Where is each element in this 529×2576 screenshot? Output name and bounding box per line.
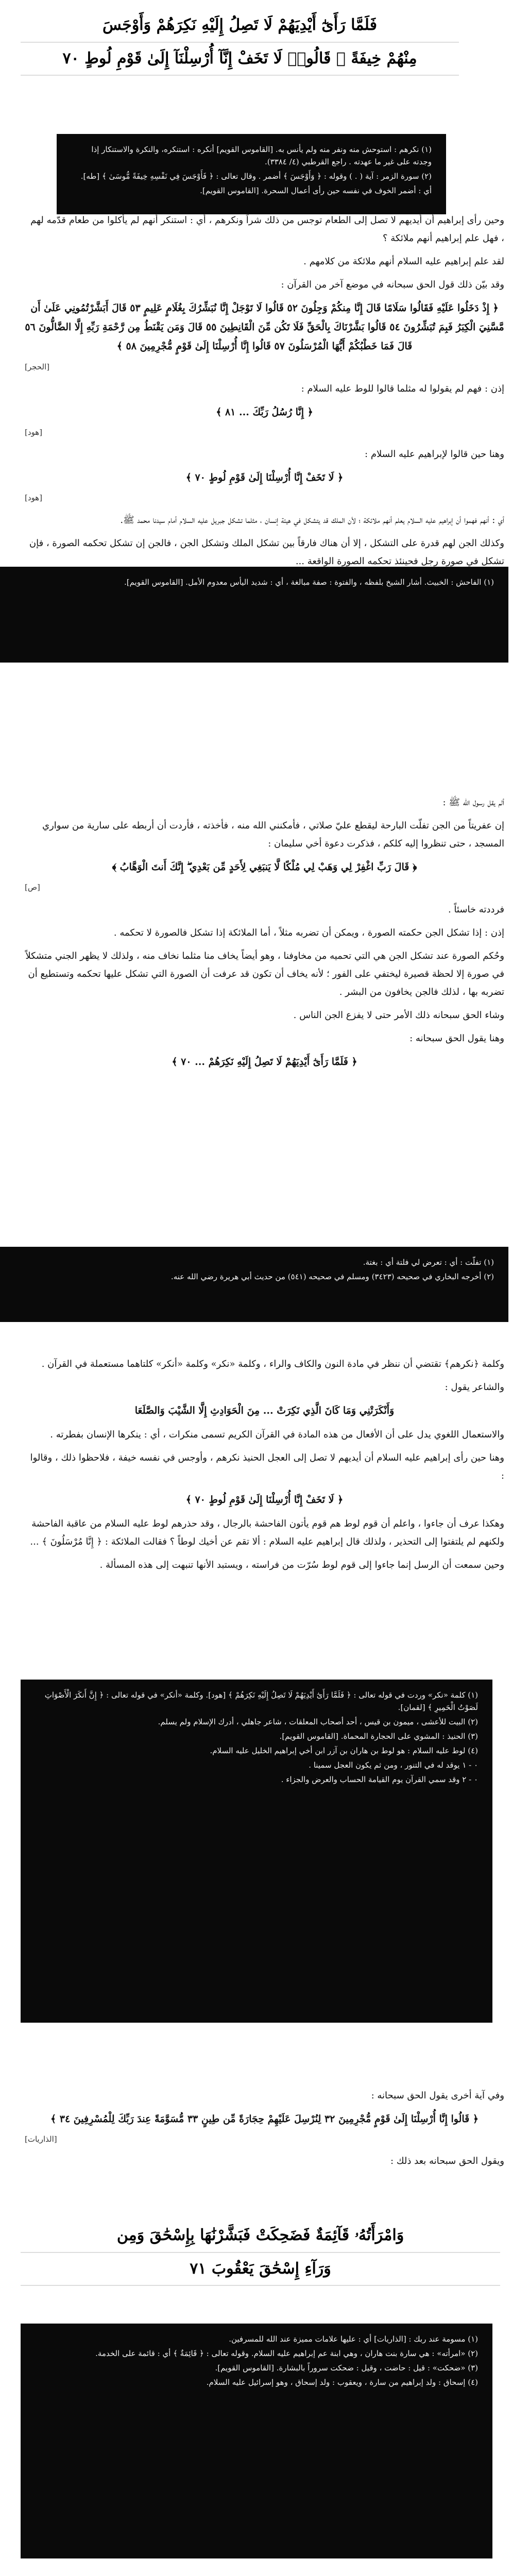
page-body [0,788,529,1082]
surah-ref: [هود] [25,493,43,503]
page-body [0,206,529,581]
paragraph: وحُكم الصورة عند تشكل الجن هي التي تحميه من مخاوفنا ، وهو أيضاً يخاف منا مثلما نخاف منه ، ولذلك لا يظهر الجني متشكلاً في صورة إلا لحظة قصيرة ليختفي على الفور ؛ لأنه يخاف أن تكون قد عرفت أن الصورة التي تشكل عليها تحكمه وتستطيع أن تضربه بها ، لذلك فالجن يخافون من البشر . [25,950,504,997]
paragraph: أي : أنهم فهموا أن إبراهيم عليه السلام يعلم أنهم ملائكة ؛ لأن الملك قد يتشكل في هيئة إنسان ، مثلما تشكل جبريل عليه السلام أمام سيدنا محمد ﷺ. [120,514,504,526]
footnote: (٣) «ضحكت» : قيل : حاضت ، وقيل : ضحكت سروراً بالبشارة. [القاموس القويم]. [215,2363,478,2372]
surah-ref: [هود] [25,427,43,437]
paragraph: وكلمة ﴿نكرهم﴾ تقتضي أن ننظر في مادة النون والكاف والراء ، وكلمة «نكر» وكلمة «أنكر» كلتاهما مستعملة في القرآن . [41,1359,504,1369]
paragraph: وفي آية أخرى يقول الحق سبحانه : [371,2090,504,2101]
page-2 [0,788,504,1303]
footnote-box [21,2324,492,2558]
footnote: ٠ - ١ يوقد له في التنور ، ومن ثم يكون العجل سمينا . [309,1760,478,1770]
paragraph: إذن : فهم لم يقولوا له مثلما قالوا للوط عليه السلام : [301,383,504,394]
footnote: (٢) أخرجه البخاري في صحيحه (٣٤٢٣) ومسلم في صحيحه (٥٤١) من حديث أبي هريرة رضي الله عنه. [170,1272,494,1281]
quran-quote: ﴿ لَا تَخَفْ إِنَّا أُرْسِلْنَا إِلَىٰ قَوْمِ لُوطٍ ٧٠ ﴾ [185,472,344,484]
footnote: (٢) «امرأته» : هي سارة بنت هاران ، وهي ابنة عم إبراهيم عليه السلام. وقوله تعالى : ﴿ قَائِمَةٌ ﴾ أي : قائمة على الخدمة. [95,2349,478,2358]
surah-ref: [الذاريات] [25,2134,57,2144]
footnote: (١) تفلّت : أي : تعرض لي فلتة أي : بغتة. [363,1258,494,1267]
paragraph: وحين سمعت أن الرسل إنما جاءوا إلى قوم لوط سُرّت من فراسته ، ويستبد الأنها تنبهت إلى هذه المسألة . [99,1559,504,1570]
paragraph: والشاعر يقول : [445,1382,504,1393]
ayah-line: مِنْهُمْ خِيفَةً ۚ قَالُوا۟ لَا تَخَفْ إِنَّآ أُرْسِلْنَآ إِلَىٰ قَوْمِ لُوطٍ ٧٠ [21,43,459,76]
ayah-line: وَرَآءِ إِسْحَٰقَ يَعْقُوبَ ٧١ [21,2253,500,2286]
surah-ref: [ص] [25,883,40,892]
footnote: (٢) سورة الزمر : آية ( . ) وقوله : ﴿ وَأَوْجَسَ ﴾ أضمر . وقال تعالى : ﴿ فَأَوْجَسَ فِي نَفْسِهِ خِيفَةً مُّوسَىٰ ﴾ [طه]. [80,172,432,181]
footnote: (٤) إسحاق : ولد إبراهيم من سارة ، ويعقوب : ولد إسحاق ، وهو إسرائيل عليه السلام. [206,2378,478,2387]
quran-quote: ﴿ لَا تَخَفْ إِنَّا أُرْسِلْنَا إِلَىٰ قَوْمِ لُوطٍ ٧٠ ﴾ [185,1494,344,1505]
ayah-line: فَلَمَّا رَأَىٰٓ أَيْدِيَهُمْ لَا تَصِلُ إِلَيْهِ نَكِرَهُمْ وَأَوْجَسَ [21,9,459,43]
page-1 [0,0,504,644]
page-body [0,2081,529,2180]
quran-quote: ﴿ فَلَمَّا رَأَىٰٓ أَيْدِيَهُمْ لَا تَصِلُ إِلَيْهِ نَكِرَهُمْ ... ٧٠ ﴾ [172,1056,357,1068]
paragraph: وهنا حين رأى إبراهيم عليه السلام أن أيديهم لا تصل إلى العجل الحنيذ نكرهم ، وأوجس في نفسه خيفة ، فلاحظوا ذلك ، وقالوا : [30,1452,504,1482]
footnote: أي : أضمر الخوف في نفسه حين رأى أعمال السحرة. [القاموس القويم]. [200,186,432,195]
paragraph: وهنا حين قالوا لإبراهيم عليه السلام : [365,449,504,460]
paragraph: وحين رأى إبراهيم أن أيديهم لا تصل إلى الطعام توجس من ذلك شراً ونكرهم ، أي : استنكر أنهم لم يأكلوا من طعام قدّمه لهم ، فهل علم إبراهيم أنهم ملائكة ؟ [30,215,504,244]
footnote: (١) نكرهم : استوحش منه ونفر منه ولم يأنس به. [القاموس القويم] أنكره : استنكره، والنكرة والاستنكار إذا وجدته على غير ما عهدته . راجع القرطبي (٤/ ٣٣٨٤). [91,145,432,166]
paragraph: ألم يقل رسول الله ﷺ : [442,797,504,808]
paragraph: وهنا يقول الحق سبحانه : [409,1033,504,1044]
footnote: (١) الفاحش : الخبيث. أشار الشيخ بلفظه ، والفتوة : صفة مبالغة ، أي : شديد اليأس معدوم الأمل. [القاموس القويم]. [124,578,494,587]
ayah-line: وَامْرَأَتُهُۥ قَآئِمَةٌ فَضَحِكَتْ فَبَشَّرْنَٰهَا بِإِسْحَٰقَ وَمِن [21,2219,500,2253]
footnote: (٤) لوط عليه السلام : هو لوط بن هاران بن آزر ابن أخي إبراهيم الخليل عليه السلام. [210,1746,478,1755]
footnote: (٢) البيت للأعشى ، ميمون بن قيس ، أحد أصحاب المعلقات ، شاعر جاهلي ، أدرك الإسلام ولم يسلم. [158,1717,478,1726]
quran-quote: ﴿ إِنَّا رُسُلُ رَبِّكَ ... ٨١ ﴾ [216,406,313,418]
footnote-box [0,567,508,663]
footnote-box [0,1247,508,1322]
footnote-box [21,1680,492,2023]
paragraph: والاستعمال اللغوي يدل على أن الأفعال من هذه المادة في القرآن الكريم تسمى منكرات ، أي : ينكرها الإنسان بفطرته . [50,1429,504,1440]
footnote-box [57,134,446,214]
paragraph: لقد علم إبراهيم عليه السلام أنهم ملائكة من كلامهم . [303,256,504,267]
paragraph: إن عفريتاً من الجن تفلّت البارحة ليقطع عليّ صلاتي ، فأمكنني الله منه ، فأخذته ، فأردت أن أربطه على سارية من سواري المسجد ، حتى تنظروا إليه كلكم ، فذكرت دعوة أخي سليمان : [42,820,504,850]
page-4 [0,2081,504,2576]
page-body [0,1350,529,1584]
paragraph: وقد بيّن ذلك قول الحق سبحانه في موضع آخر من القرآن : [281,279,504,291]
quran-quote: ﴿ إِذْ دَخَلُوا عَلَيْهِ فَقَالُوا سَلَامًا قَالَ إِنَّا مِنكُمْ وَجِلُونَ ٥٢ قَالُوا لَا تَوْجَلْ إِنَّا نُبَشِّرُكَ بِغُلَامٍ عَلِيمٍ ٥٣ قَالَ أَبَشَّرْتُمُونِي عَلَىٰ أَن مَّسَّنِيَ الْكِبَرُ فَبِمَ تُبَشِّرُونَ ٥٤ قَالُوا بَشَّرْنَاكَ بِالْحَقِّ فَلَا تَكُن مِّنَ الْقَانِطِينَ ٥٥ قَالَ وَمَن يَقْنَطُ مِن رَّحْمَةِ رَبِّهِ إِلَّا الضَّالُّونَ ٥٦ قَالَ فَمَا خَطْبُكُمْ أَيُّهَا الْمُرْسَلُونَ ٥٧ قَالُوا إِنَّا أُرْسِلْنَا إِلَىٰ قَوْمٍ مُّجْرِمِينَ ٥٨ ﴾ [25,302,504,352]
paragraph: وشاء الحق سبحانه ذلك الأمر حتى لا يفزع الجن الناس . [293,1010,504,1021]
footnote: ٠ - ٢ وقد سمي القرآن يوم القيامة الحساب والعرض والجزاء . [281,1775,478,1784]
quran-quote: ﴿ قَالُوا إِنَّا أُرْسِلْنَا إِلَىٰ قَوْمٍ مُّجْرِمِينَ ٣٢ لِنُرْسِلَ عَلَيْهِمْ حِجَارَةً مِّن طِينٍ ٣٣ مُّسَوَّمَةً عِندَ رَبِّكَ لِلْمُسْرِفِينَ ٣٤ ﴾ [50,2113,479,2125]
surah-ref: [الحجر] [25,362,50,371]
ayah-banner [0,0,480,148]
paragraph: وكذلك الجن لهم قدرة على التشكل ، إلا أن هناك فارقاً بين تشكل الملك وتشكل الجن ، فالجن إن تشكل تحكمه الصورة ، فإن تشكل في صورة رجل فحينئذ تحكمه الصورة الواقعة ... [29,537,504,567]
ayah-banner [0,2210,521,2328]
page-3 [0,1350,504,2004]
paragraph: ويقول الحق سبحانه بعد ذلك : [390,2156,504,2167]
paragraph: وهكذا عرف أن جاءوا ، واعلم أن قوم لوط هم قوم يأتون الفاحشة بالرجال ، وقد حذرهم لوط عليه السلام من عاقبة الفاحشة ولكنهم لم يلتفتوا إلى التحذير ، ولذلك قال إبراهيم عليه السلام : ألا تقم عن أخيك لوطاً ؟ فقالت الملائكة : ﴿ إِنَّا مُرْسَلُونَ ﴾ ... [30,1518,504,1547]
paragraph: فرددته خاسئاً . [448,904,504,915]
paragraph: إذن : إذا تشكل الجن حكمته الصورة ، ويمكن أن تضربه مثلاً ، أما الملائكة إذا تشكل فالصورة لا تحكمه . [113,927,504,938]
footnote: (١) مسومة عند ربك : [الذاريات] أي : عليها علامات مميزة عند الله للمسرفين. [229,2334,478,2344]
quran-quote: ﴿ قَالَ رَبِّ اغْفِرْ لِي وَهَبْ لِي مُلْكًا لَّا يَنبَغِي لِأَحَدٍ مِّن بَعْدِي ۖ إِنَّكَ أَنتَ الْوَهَّابُ ﴾ [112,861,417,873]
footnote: (١) كلمة «نكر» وردت في قوله تعالى : ﴿ فَلَمَّا رَأَىٰٓ أَيْدِيَهُمْ لَا تَصِلُ إِلَيْهِ نَكِرَهُمْ ﴾ [هود]. وكلمة «أنكر» في قوله تعالى : ﴿ إِنَّ أَنكَرَ الْأَصْوَاتِ لَصَوْتُ الْحَمِيرِ ﴾ [لقمان]. [44,1690,478,1712]
footnote: (٣) الحنيذ : المشوي على الحجارة المحماة. [القاموس القويم]. [279,1732,478,1741]
poetry-verse: وَأَنْكَرَتْنِي وَمَا كَانَ الَّذِي نَكِرَتْ ... مِنَ الْحَوَادِثِ إِلَّا الشَّيْبَ وَالصَّلَعَا [134,1405,395,1417]
